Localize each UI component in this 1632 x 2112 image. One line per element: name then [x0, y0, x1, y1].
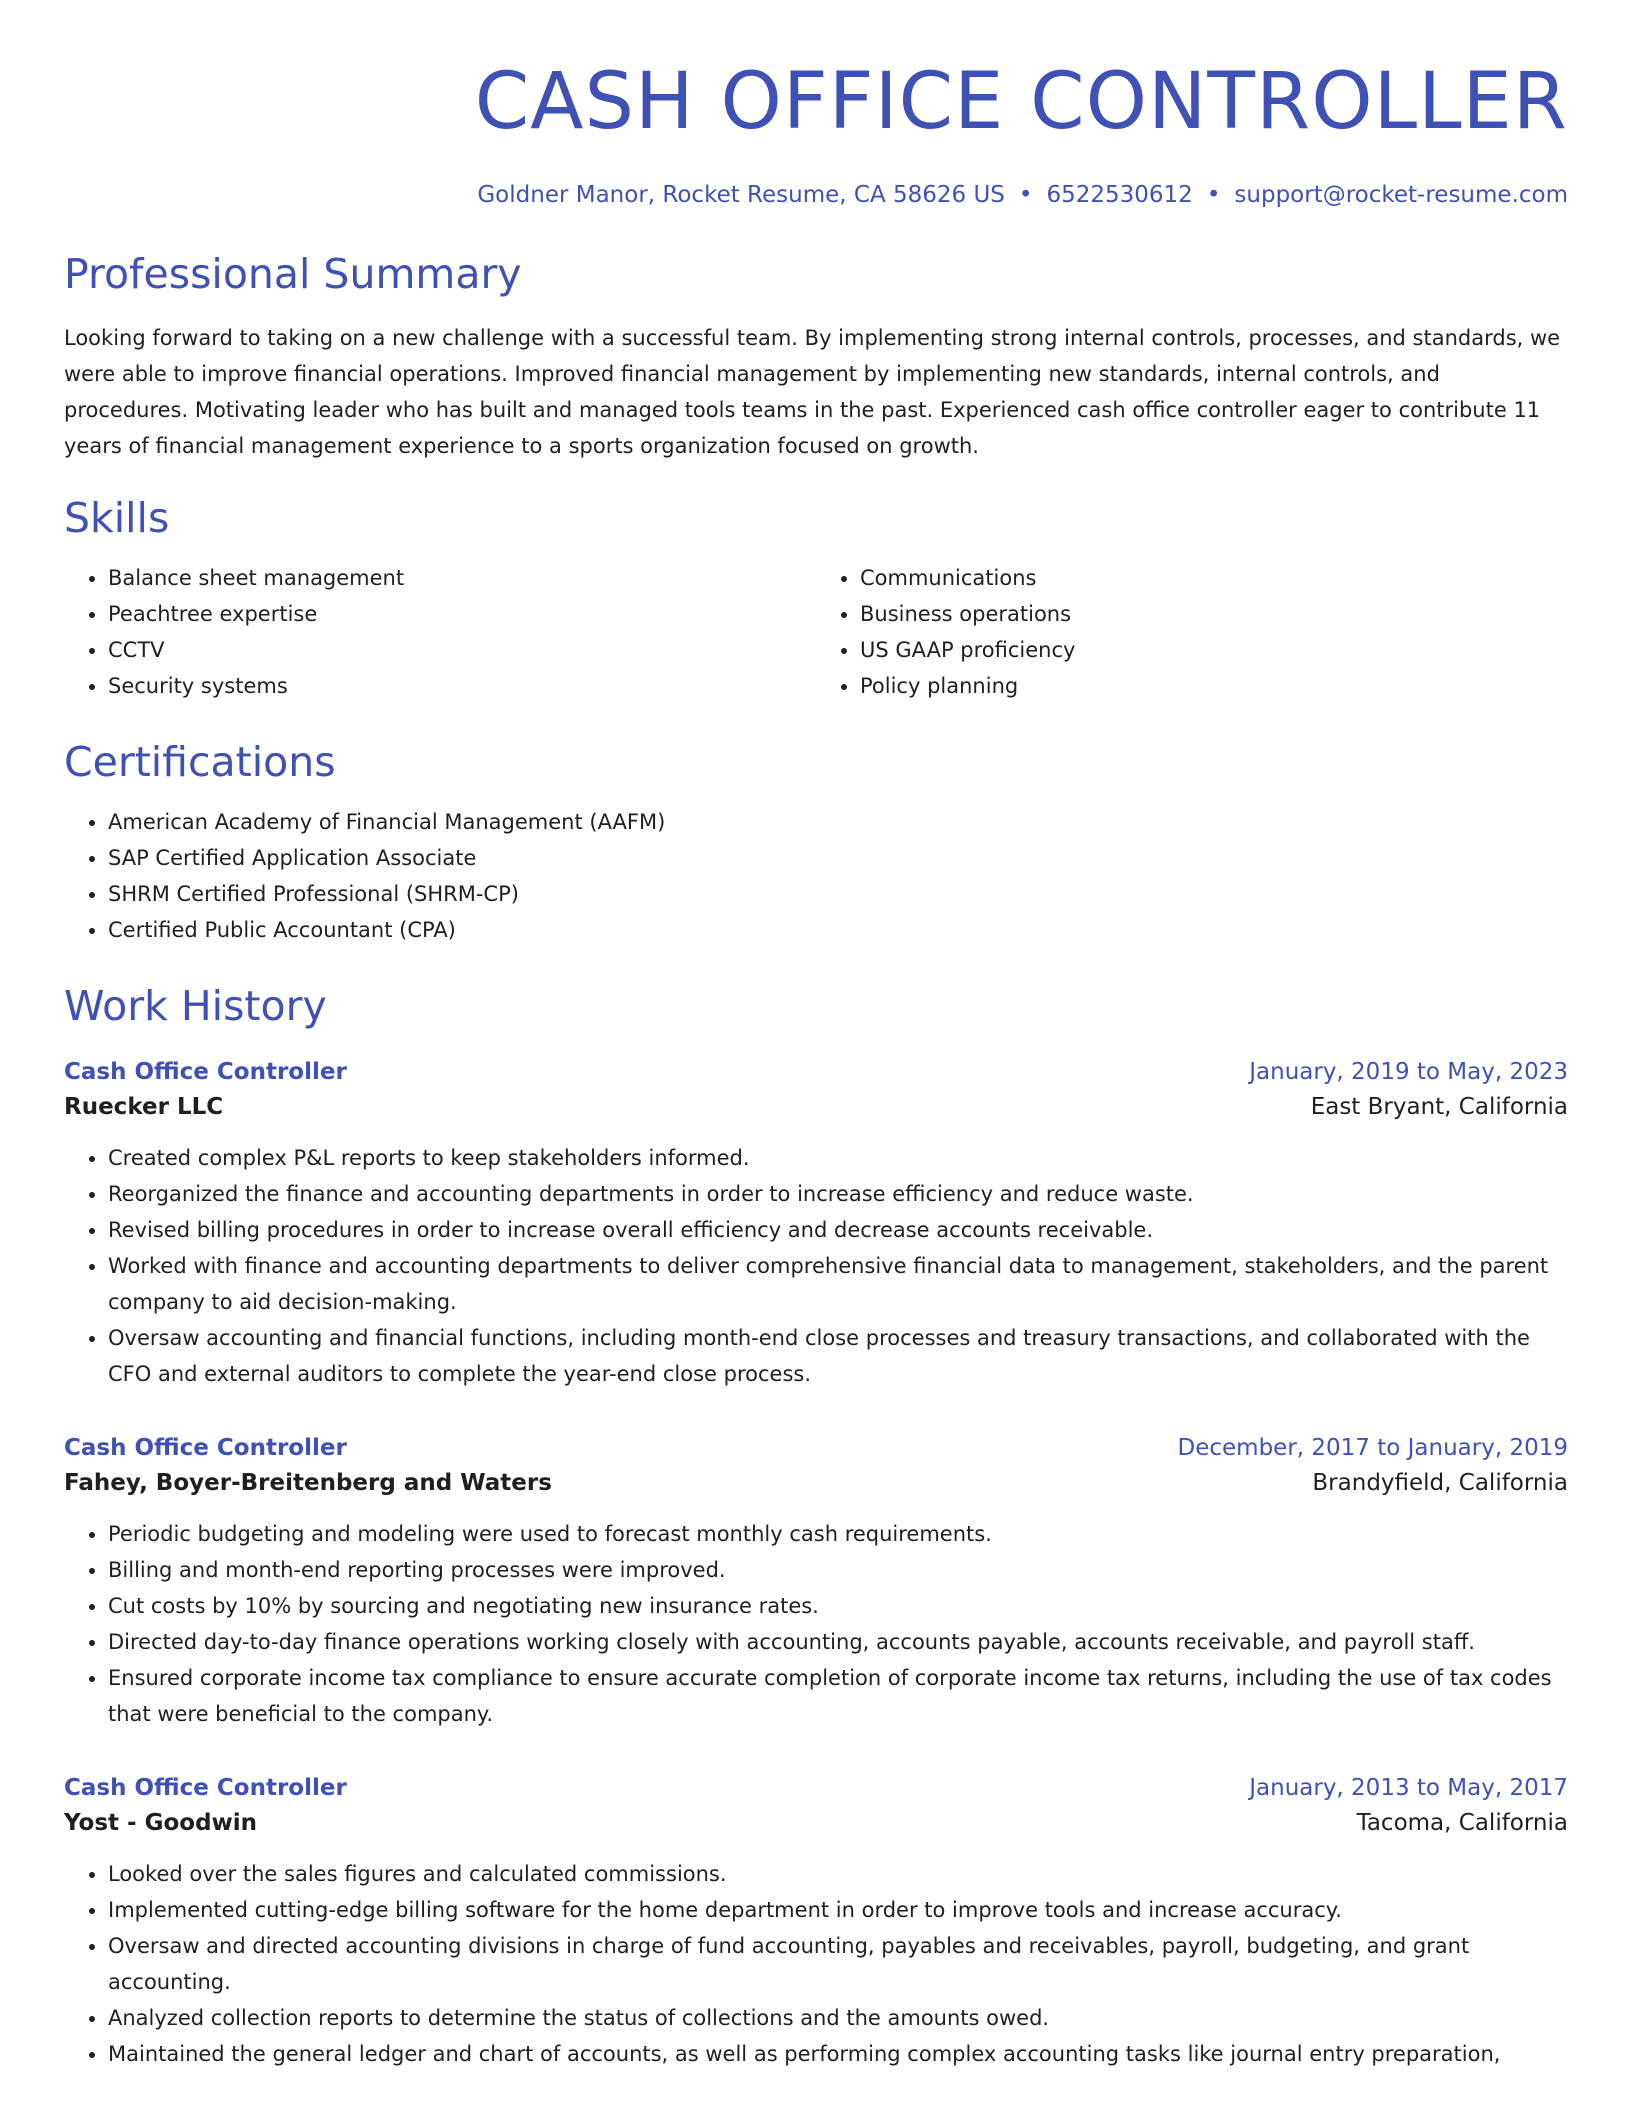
- contact-address: Goldner Manor, Rocket Resume, CA 58626 US: [477, 182, 1005, 208]
- job-title-row: [64, 1056, 1568, 1088]
- job-company: Ruecker LLC: [64, 1094, 224, 1120]
- job-title: Cash Office Controller: [64, 1435, 347, 1461]
- resume-header: [64, 52, 1568, 210]
- certification-item: • SAP Certified Application Associate: [108, 840, 1568, 876]
- job-dates: January, 2013 to May, 2017: [1249, 1775, 1568, 1801]
- job-bullet: • Looked over the sales figures and calculated commissions.: [108, 1856, 1568, 1892]
- skill-item: • Peachtree expertise: [108, 596, 816, 632]
- job-bullets: [64, 1140, 1568, 1392]
- job-title-row: [64, 1772, 1568, 1804]
- contact-separator: •: [1206, 182, 1221, 208]
- certification-item: • American Academy of Financial Management (AAFM): [108, 804, 1568, 840]
- skill-item: • Communications: [860, 560, 1568, 596]
- job-title: Cash Office Controller: [64, 1775, 347, 1801]
- skills-section: [64, 492, 1568, 704]
- job-company: Yost - Goodwin: [64, 1810, 258, 1836]
- work-history-heading: Work History: [64, 982, 327, 1030]
- summary-section: [64, 248, 1568, 464]
- job-bullet: • Oversaw accounting and financial functions, including month-end close processes and treasury transactions, and collaborated with the CFO and external auditors to complete the year-end close process.: [108, 1320, 1568, 1392]
- job-bullet: • Revised billing procedures in order to increase overall efficiency and decrease accounts receivable.: [108, 1212, 1568, 1248]
- skills-list-right: [816, 560, 1568, 704]
- job-entry: [64, 1432, 1568, 1732]
- job-entry: [64, 1772, 1568, 2072]
- job-bullet: • Directed day-to-day finance operations working closely with accounting, accounts payable, accounts receivable, and payroll staff.: [108, 1624, 1568, 1660]
- skill-item: • Policy planning: [860, 668, 1568, 704]
- skill-item: • Balance sheet management: [108, 560, 816, 596]
- work-history-section: [64, 980, 1568, 2072]
- skill-item: • Security systems: [108, 668, 816, 704]
- skills-heading: Skills: [64, 494, 170, 542]
- skills-list-left: [64, 560, 816, 704]
- certifications-section: [64, 736, 1568, 948]
- job-company-row: [64, 1804, 1568, 1842]
- job-bullet: • Created complex P&L reports to keep stakeholders informed.: [108, 1140, 1568, 1176]
- job-bullet: • Billing and month-end reporting processes were improved.: [108, 1552, 1568, 1588]
- certifications-heading: Certifications: [64, 738, 336, 786]
- summary-heading: Professional Summary: [64, 250, 522, 298]
- job-entry: [64, 1056, 1568, 1392]
- job-bullet: • Worked with finance and accounting departments to deliver comprehensive financial data to management, stakeholders, and the parent company to aid decision-making.: [108, 1248, 1568, 1320]
- job-dates: January, 2019 to May, 2023: [1249, 1059, 1568, 1085]
- job-location: East Bryant, California: [1310, 1094, 1568, 1120]
- certification-item: • SHRM Certified Professional (SHRM-CP): [108, 876, 1568, 912]
- skill-item: • Business operations: [860, 596, 1568, 632]
- skill-item: • US GAAP proficiency: [860, 632, 1568, 668]
- contact-phone: 6522530612: [1046, 182, 1193, 208]
- job-bullets: [64, 1516, 1568, 1732]
- job-location: Tacoma, California: [1356, 1810, 1568, 1836]
- certification-item: • Certified Public Accountant (CPA): [108, 912, 1568, 948]
- contact-line: [64, 180, 1568, 210]
- contact-email: support@rocket-resume.com: [1234, 182, 1568, 208]
- job-bullet: • Analyzed collection reports to determine the status of collections and the amounts owed.: [108, 2000, 1568, 2036]
- job-bullet: • Periodic budgeting and modeling were used to forecast monthly cash requirements.: [108, 1516, 1568, 1552]
- job-company: Fahey, Boyer-Breitenberg and Waters: [64, 1470, 552, 1496]
- skill-item: • CCTV: [108, 632, 816, 668]
- job-bullet: • Maintained the general ledger and chart of accounts, as well as performing complex accounting tasks like journal entry preparation,: [108, 2036, 1568, 2072]
- job-location: Brandyfield, California: [1312, 1470, 1568, 1496]
- job-company-row: [64, 1088, 1568, 1126]
- job-title: Cash Office Controller: [64, 1059, 347, 1085]
- job-bullet: • Reorganized the finance and accounting departments in order to increase efficiency and reduce waste.: [108, 1176, 1568, 1212]
- job-dates: December, 2017 to January, 2019: [1177, 1435, 1568, 1461]
- summary-text: Looking forward to taking on a new challenge with a successful team. By implementing strong internal controls, processes, and standards, we were able to improve financial operations. Improved financial management by implementing new standards, internal controls, and procedures. Motivating leader who has built and managed tools teams in the past. Experienced cash office controller eager to contribute 11 years of financial management experience to a sports organization focused on growth.: [64, 326, 1561, 458]
- skills-grid: [64, 560, 1568, 704]
- candidate-title: CASH OFFICE CONTROLLER: [474, 57, 1568, 147]
- job-title-row: [64, 1432, 1568, 1464]
- contact-separator: •: [1018, 182, 1033, 208]
- job-bullet: • Ensured corporate income tax compliance to ensure accurate completion of corporate income tax returns, including the use of tax codes that were beneficial to the company.: [108, 1660, 1568, 1732]
- job-bullet: • Cut costs by 10% by sourcing and negotiating new insurance rates.: [108, 1588, 1568, 1624]
- job-company-row: [64, 1464, 1568, 1502]
- job-bullets: [64, 1856, 1568, 2072]
- job-bullet: • Implemented cutting-edge billing software for the home department in order to improve tools and increase accuracy.: [108, 1892, 1568, 1928]
- certifications-list: [64, 804, 1568, 948]
- job-bullet: • Oversaw and directed accounting divisions in charge of fund accounting, payables and receivables, payroll, budgeting, and grant accounting.: [108, 1928, 1568, 2000]
